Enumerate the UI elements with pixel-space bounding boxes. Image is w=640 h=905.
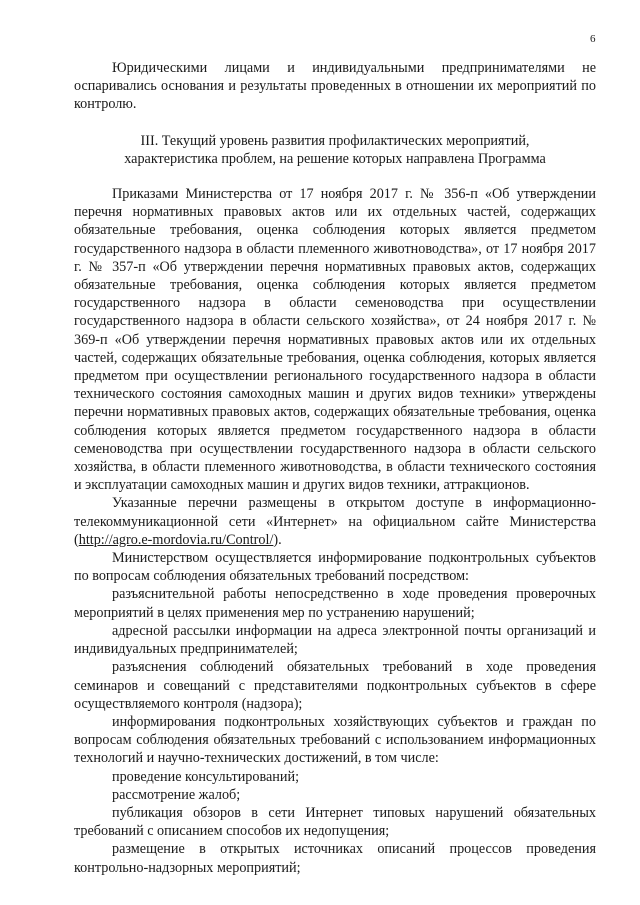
published-paragraph (74, 494, 596, 549)
spacer (74, 168, 596, 185)
informing-paragraph: Министерством осуществляется информирование подконтрольных субъектов по вопросам соблюдения обязательных требований посредством: (74, 550, 596, 585)
published-text-before: Указанные перечни размещены в открытом доступе в информационно-телекоммуникационной сети «Интернет» на официальном сайте Министерства ( (74, 495, 596, 548)
list-item-reviews-publication: публикация обзоров в сети Интернет типовых нарушений обязательных требований с описанием способов их недопущения; (74, 804, 596, 840)
section-heading-line-1: III. Текущий уровень развития профилактических мероприятий, (140, 132, 530, 149)
list-item-email-mailing: адресной рассылки информации на адреса электронной почты организаций и индивидуальных предпринимателей; (74, 622, 596, 658)
section-heading-line-2: характеристика проблем, на решение которых направлена Программа (124, 150, 546, 167)
orders-paragraph: Приказами Министерства от 17 ноября 2017 г. № 356-п «Об утверждении перечня нормативных правовых актов или их отдельных частей, содержащих обязательные требования, оценка соблюдения которых является предметом государственного надзора в области племенного животноводства», от 17 ноября 2017 г. № 357-п «Об утверждении перечня нормативных правовых актов, содержащих обязательные требования, оценка соблюдения которых является предметом государственного надзора в области семеноводства при осуществлении государственного надзора в области сельского хозяйства», от 24 ноября 2017 г. № 369-п «Об утверждении перечня нормативных правовых актов или их отдельных частей, содержащих обязательные требования, оценка соблюдения, которых является предметом при осуществлении регионального государственного надзора в области технического состояния самоходных машин и других видов техники» утверждены перечни нормативных правовых актов, содержащих обязательные требования, оценка соблюдения которых является предметом государственного надзора в области семеноводства при осуществлении государственного надзора в области сельского хозяйства, в области племенного животноводства, в области технического состояния и эксплуатации самоходных машин и других видов техники, аттракционов. (74, 186, 596, 494)
page-number: 6 (590, 33, 596, 45)
document-body (74, 59, 596, 877)
list-item-consultations: проведение консультирований; (112, 768, 300, 785)
ministry-website-link[interactable]: http://agro.e-mordovia.ru/Control/ (78, 531, 274, 548)
list-item-process-descriptions: размещение в открытых источниках описаний процессов проведения контрольно-надзорных мероприятий; (74, 841, 596, 876)
spacer (74, 114, 596, 132)
list-item-seminars: разъяснения соблюдений обязательных требований в ходе проведения семинаров и совещаний с представителями подконтрольных субъектов в сфере осуществляемого контроля (надзора); (74, 659, 596, 712)
published-text-after: ). (273, 531, 282, 548)
list-item-complaints: рассмотрение жалоб; (112, 786, 241, 803)
intro-paragraph: Юридическими лицами и индивидуальными предпринимателями не оспаривались основания и результаты проведенных в отношении их мероприятий по контролю. (74, 60, 596, 113)
list-item-informing-subjects: информирования подконтрольных хозяйствующих субъектов и граждан по вопросам соблюдения обязательных требований с использованием информационных технологий и научно-технических достижений, в том числе: (74, 713, 596, 767)
list-item-explanatory-work: разъяснительной работы непосредственно в ходе проведения проверочных мероприятий в целях применения мер по устранению нарушений; (74, 586, 596, 621)
